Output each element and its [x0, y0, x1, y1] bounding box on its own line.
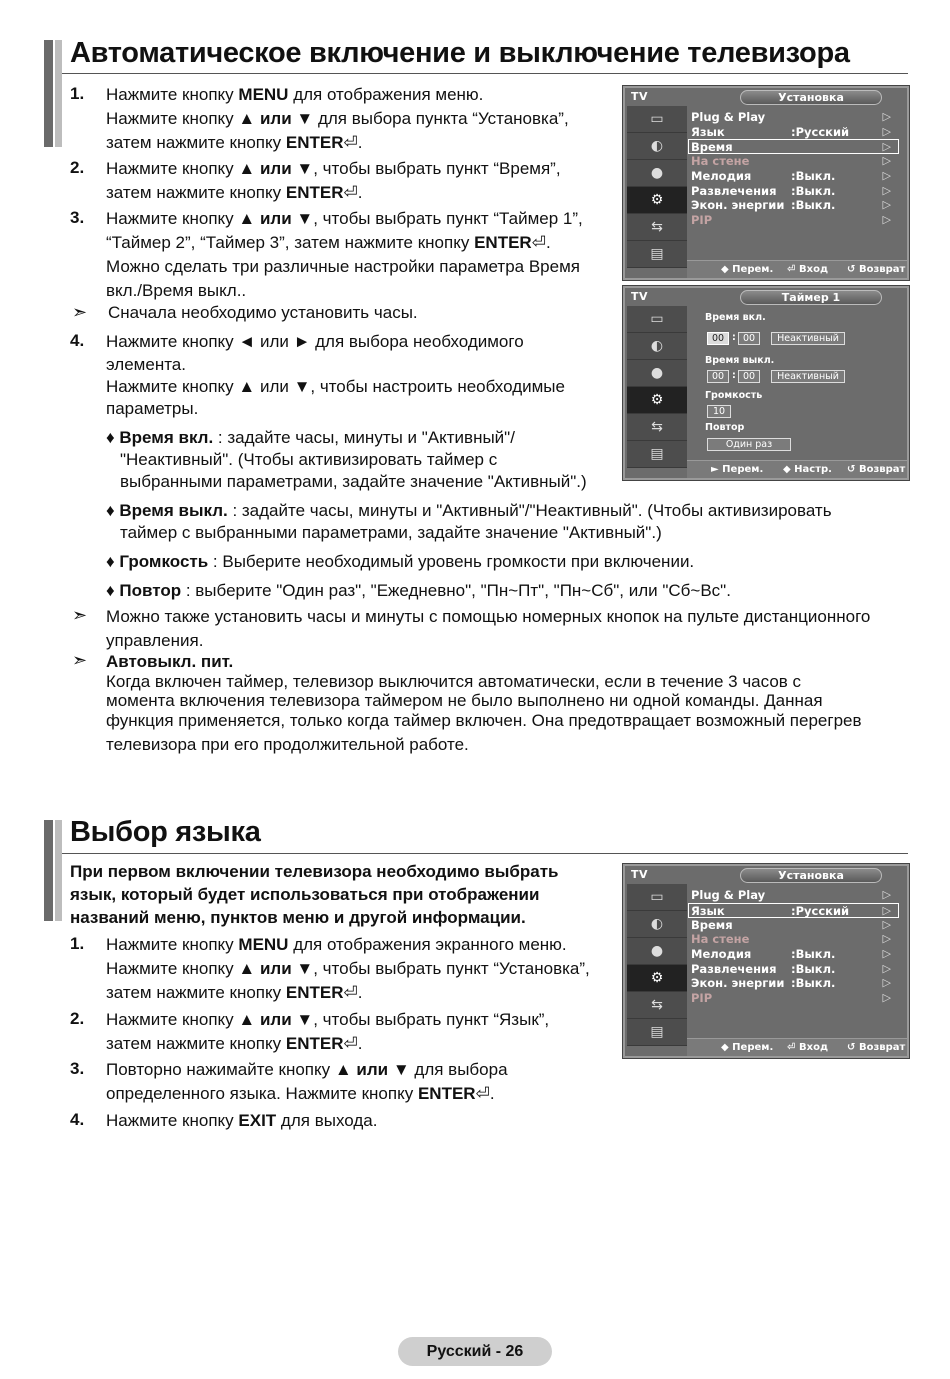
osd-value: :Выкл. [791, 198, 836, 212]
intro-line2: язык, который будет использоваться при отображении [70, 885, 540, 904]
chevron-right-icon: ▷ [882, 918, 891, 931]
chevron-right-icon: ▷ [882, 110, 891, 123]
osd-on-time-label: Время вкл. [705, 312, 766, 323]
osd-item[interactable]: Мелодия [691, 947, 752, 961]
osd-setup-menu-time [623, 86, 909, 280]
step-number: 3. [70, 208, 85, 227]
step4-line4: параметры. [106, 399, 199, 418]
osd-off-minute[interactable]: 00 [738, 370, 760, 383]
step-number: 2. [70, 1009, 85, 1028]
apps-icon: ▤ [627, 1019, 687, 1046]
osd-off-time-label: Время выкл. [705, 355, 775, 366]
note3-line3: функция применяется, только когда таймер включен. Она предотвращает возможный перегрев [106, 711, 862, 730]
enter-icon: ⏎ [787, 264, 796, 275]
osd-value: :Выкл. [791, 976, 836, 990]
chevron-right-icon: ▷ [882, 154, 891, 167]
osd-off-hour[interactable]: 00 [707, 370, 729, 383]
channel-icon: ● [627, 360, 687, 387]
lang-step2-line2: затем нажмите кнопку ENTER⏎. [106, 1034, 363, 1053]
osd-value: :Русский [791, 904, 850, 918]
step3-line3: Можно сделать три различные настройки параметра Время [106, 257, 580, 276]
section1-bar [44, 40, 62, 147]
osd-return-hint: Возврат [859, 464, 906, 475]
chevron-right-icon: ▷ [882, 932, 891, 945]
return-icon: ↺ [847, 464, 856, 475]
lang-step2-line1: Нажмите кнопку ▲ или ▼, чтобы выбрать пункт “Язык”, [106, 1010, 550, 1029]
osd-item[interactable]: Время [691, 140, 733, 154]
lang-step1-line3: затем нажмите кнопку ENTER⏎. [106, 983, 363, 1002]
osd-item[interactable]: На стене [691, 932, 750, 946]
chevron-right-icon: ▷ [882, 976, 891, 989]
osd-value: :Русский [791, 125, 850, 139]
osd-adjust-hint: ◆ Настр. [783, 464, 832, 475]
step4-line1: Нажмите кнопку ◄ или ► для выбора необходимого [106, 332, 524, 351]
chevron-right-icon: ▷ [882, 991, 891, 1004]
step-number: 3. [70, 1059, 85, 1078]
osd-menu-title: Установка [740, 868, 882, 883]
bullet-on-time-line3: выбранными параметрами, задайте значение "Активный".) [120, 472, 587, 491]
osd-value: :Выкл. [791, 962, 836, 976]
page-number-badge: Русский - 26 [398, 1337, 552, 1366]
step-number: 4. [70, 331, 85, 350]
osd-item[interactable]: На стене [691, 154, 750, 168]
note2-line2: управления. [106, 631, 204, 650]
return-icon: ↺ [847, 264, 856, 275]
section2-rule [62, 853, 908, 854]
osd-menu-title: Установка [740, 90, 882, 105]
chevron-right-icon: ▷ [882, 140, 891, 153]
step3-line4: вкл./Время выкл.. [106, 281, 247, 300]
osd-item[interactable]: Время [691, 918, 733, 932]
setup-gear-icon: ⚙ [627, 387, 687, 414]
note3-title: Автовыкл. пит. [106, 652, 234, 671]
osd-sidebar [627, 106, 687, 268]
osd-return-hint: Возврат [859, 264, 906, 275]
osd-timer-menu [623, 286, 909, 480]
osd-footer [687, 1038, 907, 1056]
osd-item[interactable]: Экон. энергии [691, 976, 785, 990]
osd-value: :Выкл. [791, 947, 836, 961]
section1-rule [62, 73, 908, 74]
osd-repeat-label: Повтор [705, 422, 745, 433]
note3-line2: момента включения телевизора таймером не было выполнено ни одной команды. Данная [106, 691, 823, 710]
lang-step1-line2: Нажмите кнопку ▲ или ▼, чтобы выбрать пункт “Установка”, [106, 959, 590, 978]
step2-line1: Нажмите кнопку ▲ или ▼, чтобы выбрать пункт “Время”, [106, 159, 561, 178]
osd-sidebar [627, 306, 687, 468]
enter-icon: ⏎ [787, 1042, 796, 1053]
osd-item[interactable]: Язык [691, 904, 725, 918]
osd-off-status[interactable]: Неактивный [771, 370, 845, 383]
picture-icon: ▭ [627, 884, 687, 911]
enter-icon: ⏎ [343, 183, 358, 202]
sound-icon: ◐ [627, 911, 687, 938]
osd-tv-label: TV [631, 90, 649, 103]
chevron-right-icon: ▷ [882, 213, 891, 226]
osd-sidebar [627, 884, 687, 1046]
osd-item[interactable]: PIP [691, 213, 713, 227]
chevron-right-icon: ▷ [882, 198, 891, 211]
enter-icon: ⏎ [531, 233, 546, 252]
note3-line4: телевизора при его продолжительной работе. [106, 735, 469, 754]
apps-icon: ▤ [627, 441, 687, 468]
bullet-on-time-line1: ♦ Время вкл. : задайте часы, минуты и "Активный"/ [106, 428, 515, 447]
chevron-right-icon: ▷ [882, 184, 891, 197]
osd-enter-hint: Вход [799, 1042, 829, 1053]
osd-volume-label: Громкость [705, 390, 763, 401]
note2-line1: Можно также установить часы и минуты с помощью номерных кнопок на пульте дистанционного [106, 607, 871, 626]
picture-icon: ▭ [627, 106, 687, 133]
osd-setup-menu-language [623, 864, 909, 1058]
osd-enter-hint: Вход [799, 264, 829, 275]
bullet-repeat: ♦ Повтор : выберите "Один раз", "Ежедневно", "Пн~Пт", "Пн~Сб", или "Сб~Вс". [106, 581, 731, 600]
osd-item[interactable]: Язык [691, 125, 725, 139]
lang-step3-line2: определенного языка. Нажмите кнопку ENTER⏎. [106, 1084, 495, 1103]
osd-item[interactable]: PIP [691, 991, 713, 1005]
bullet-off-time-line2: таймер с выбранными параметрами, задайте значение "Активный".) [120, 523, 662, 542]
picture-icon: ▭ [627, 306, 687, 333]
setup-gear-icon: ⚙ [627, 187, 687, 214]
input-icon: ⇆ [627, 214, 687, 241]
osd-footer [687, 460, 907, 478]
note1-text: Сначала необходимо установить часы. [108, 303, 418, 322]
intro-line3: названий меню, пунктов меню и другой информации. [70, 908, 526, 927]
setup-gear-icon: ⚙ [627, 965, 687, 992]
chevron-right-icon: ▷ [882, 904, 891, 917]
section2-title: Выбор языка [70, 816, 261, 848]
osd-move-hint: ◆ Перем. [721, 1042, 774, 1053]
intro-line1: При первом включении телевизора необходимо выбрать [70, 862, 559, 881]
bullet-off-time-line1: ♦ Время выкл. : задайте часы, минуты и "Активный"/"Неактивный". (Чтобы активизировать [106, 501, 832, 520]
osd-volume-value[interactable]: 10 [707, 405, 731, 418]
osd-item[interactable]: Экон. энергии [691, 198, 785, 212]
osd-move-hint: ► Перем. [711, 464, 764, 475]
channel-icon: ● [627, 938, 687, 965]
step2-line2: затем нажмите кнопку ENTER⏎. [106, 183, 363, 202]
osd-colon: : [732, 332, 736, 343]
step4-line3: Нажмите кнопку ▲ или ▼, чтобы настроить необходимые [106, 377, 565, 396]
note3-line1: Когда включен таймер, телевизор выключится автоматически, если в течение 3 часов с [106, 672, 802, 691]
step-number: 4. [70, 1110, 85, 1129]
step4-line2: элемента. [106, 355, 186, 374]
osd-on-status[interactable]: Неактивный [771, 332, 845, 345]
osd-return-hint: Возврат [859, 1042, 906, 1053]
chevron-right-icon: ▷ [882, 125, 891, 138]
step3-line1: Нажмите кнопку ▲ или ▼, чтобы выбрать пункт “Таймер 1”, [106, 209, 583, 228]
chevron-right-icon: ▷ [882, 947, 891, 960]
osd-item[interactable]: Мелодия [691, 169, 752, 183]
osd-item[interactable]: Plug & Play [691, 110, 766, 124]
osd-repeat-value[interactable]: Один раз [707, 438, 791, 451]
step-number: 1. [70, 934, 85, 953]
osd-value: :Выкл. [791, 169, 836, 183]
step3-line2: “Таймер 2”, “Таймер 3”, затем нажмите кнопку ENTER⏎. [106, 233, 551, 252]
input-icon: ⇆ [627, 414, 687, 441]
osd-colon: : [732, 370, 736, 381]
apps-icon: ▤ [627, 241, 687, 268]
enter-icon: ⏎ [343, 1034, 358, 1053]
osd-on-hour[interactable]: 00 [707, 332, 729, 345]
osd-item[interactable]: Развлечения [691, 184, 777, 198]
chevron-right-icon: ▷ [882, 169, 891, 182]
step-number: 1. [70, 84, 85, 103]
sound-icon: ◐ [627, 133, 687, 160]
enter-icon: ⏎ [343, 983, 358, 1002]
note-arrow-icon: ➣ [72, 650, 88, 670]
lang-step1-line1: Нажмите кнопку MENU для отображения экранного меню. [106, 935, 567, 954]
return-icon: ↺ [847, 1042, 856, 1053]
step1-line3: затем нажмите кнопку ENTER⏎. [106, 133, 363, 152]
osd-tv-label: TV [631, 868, 649, 881]
osd-item[interactable]: Plug & Play [691, 888, 766, 902]
osd-footer [687, 260, 907, 278]
input-icon: ⇆ [627, 992, 687, 1019]
osd-item[interactable]: Развлечения [691, 962, 777, 976]
chevron-right-icon: ▷ [882, 888, 891, 901]
lang-step3-line1: Повторно нажимайте кнопку ▲ или ▼ для выбора [106, 1060, 508, 1079]
osd-tv-label: TV [631, 290, 649, 303]
bullet-on-time-line2: "Неактивный". (Чтобы активизировать таймер с [120, 450, 498, 469]
sound-icon: ◐ [627, 333, 687, 360]
chevron-right-icon: ▷ [882, 962, 891, 975]
osd-value: :Выкл. [791, 184, 836, 198]
channel-icon: ● [627, 160, 687, 187]
lang-step4-line1: Нажмите кнопку EXIT для выхода. [106, 1111, 378, 1130]
note-arrow-icon: ➣ [72, 605, 88, 625]
step1-line1: Нажмите кнопку MENU для отображения меню. [106, 85, 484, 104]
step1-line2: Нажмите кнопку ▲ или ▼ для выбора пункта “Установка”, [106, 109, 569, 128]
section1-title: Автоматическое включение и выключение телевизора [70, 37, 850, 69]
osd-move-hint: ◆ Перем. [721, 264, 774, 275]
osd-on-minute[interactable]: 00 [738, 332, 760, 345]
note-arrow-icon: ➣ [72, 302, 88, 322]
enter-icon: ⏎ [475, 1084, 490, 1103]
step-number: 2. [70, 158, 85, 177]
osd-menu-title: Таймер 1 [740, 290, 882, 305]
enter-icon: ⏎ [343, 133, 358, 152]
section2-bar [44, 820, 62, 921]
bullet-volume: ♦ Громкость : Выберите необходимый уровень громкости при включении. [106, 552, 695, 571]
